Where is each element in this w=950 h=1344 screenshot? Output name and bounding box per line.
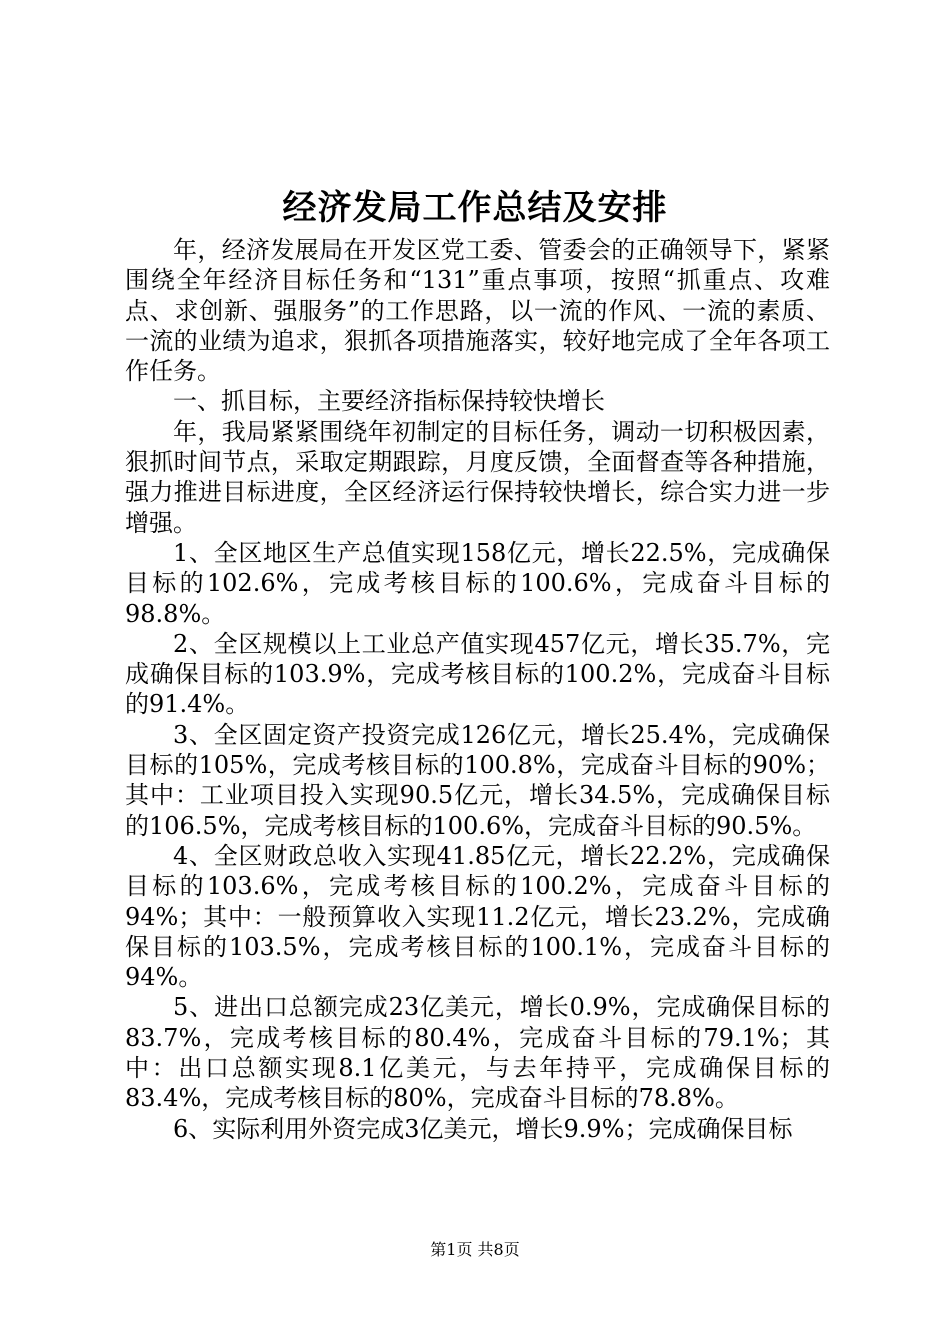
paragraph-item-6: 6、实际利用外资完成3亿美元，增长9.9%；完成确保目标: [173, 1114, 793, 1143]
paragraph-item-3: 3、全区固定资产投资完成126亿元，增长25.4%，完成确保目标的105%，完成考核目标的100.8%，完成奋斗目标的90%；其中：工业项目投入实现90.5亿元，增长34.5%，完成确保目标的106.5%，完成考核目标的100.6%，完成奋斗目标的90.5%。: [125, 720, 830, 840]
page-footer: 第1页 共8页: [430, 1240, 520, 1259]
paragraph-item-4: 4、全区财政总收入实现41.85亿元，增长22.2%，完成确保目标的103.6%，完成考核目标的100.2%，完成奋斗目标的94%；其中：一般预算收入实现11.2亿元，增长23.2%，完成确保目标的103.5%，完成考核目标的100.1%，完成奋斗目标的94%。: [125, 841, 830, 992]
document-body: [125, 235, 830, 1144]
paragraph-item-1: 1、全区地区生产总值实现158亿元，增长22.5%，完成确保目标的102.6%，完成考核目标的100.6%，完成奋斗目标的98.8%。: [125, 538, 830, 628]
paragraph-item-2: 2、全区规模以上工业总产值实现457亿元，增长35.7%，完成确保目标的103.9%，完成考核目标的100.2%，完成奋斗目标的91.4%。: [125, 629, 830, 719]
paragraph-section-intro: 年，我局紧紧围绕年初制定的目标任务，调动一切积极因素，狠抓时间节点，采取定期跟踪，月度反馈，全面督查等各种措施，强力推进目标进度，全区经济运行保持较快增长，综合实力进一步增强。: [125, 417, 830, 537]
section-heading: 一、抓目标，主要经济指标保持较快增长: [173, 387, 605, 416]
document-title: 经济发局工作总结及安排: [282, 188, 668, 228]
paragraph-intro: 年，经济发展局在开发区党工委、管委会的正确领导下，紧紧围绕全年经济目标任务和“131”重点事项，按照“抓重点、攻难点、求创新、强服务”的工作思路，以一流的作风、一流的素质、一流的业绩为追求，狠抓各项措施落实，较好地完成了全年各项工作任务。: [125, 236, 830, 386]
paragraph-item-5: 5、进出口总额完成23亿美元，增长0.9%，完成确保目标的83.7%，完成考核目标的80.4%，完成奋斗目标的79.1%；其中：出口总额实现8.1亿美元，与去年持平，完成确保目标的83.4%，完成考核目标的80%，完成奋斗目标的78.8%。: [125, 993, 830, 1113]
